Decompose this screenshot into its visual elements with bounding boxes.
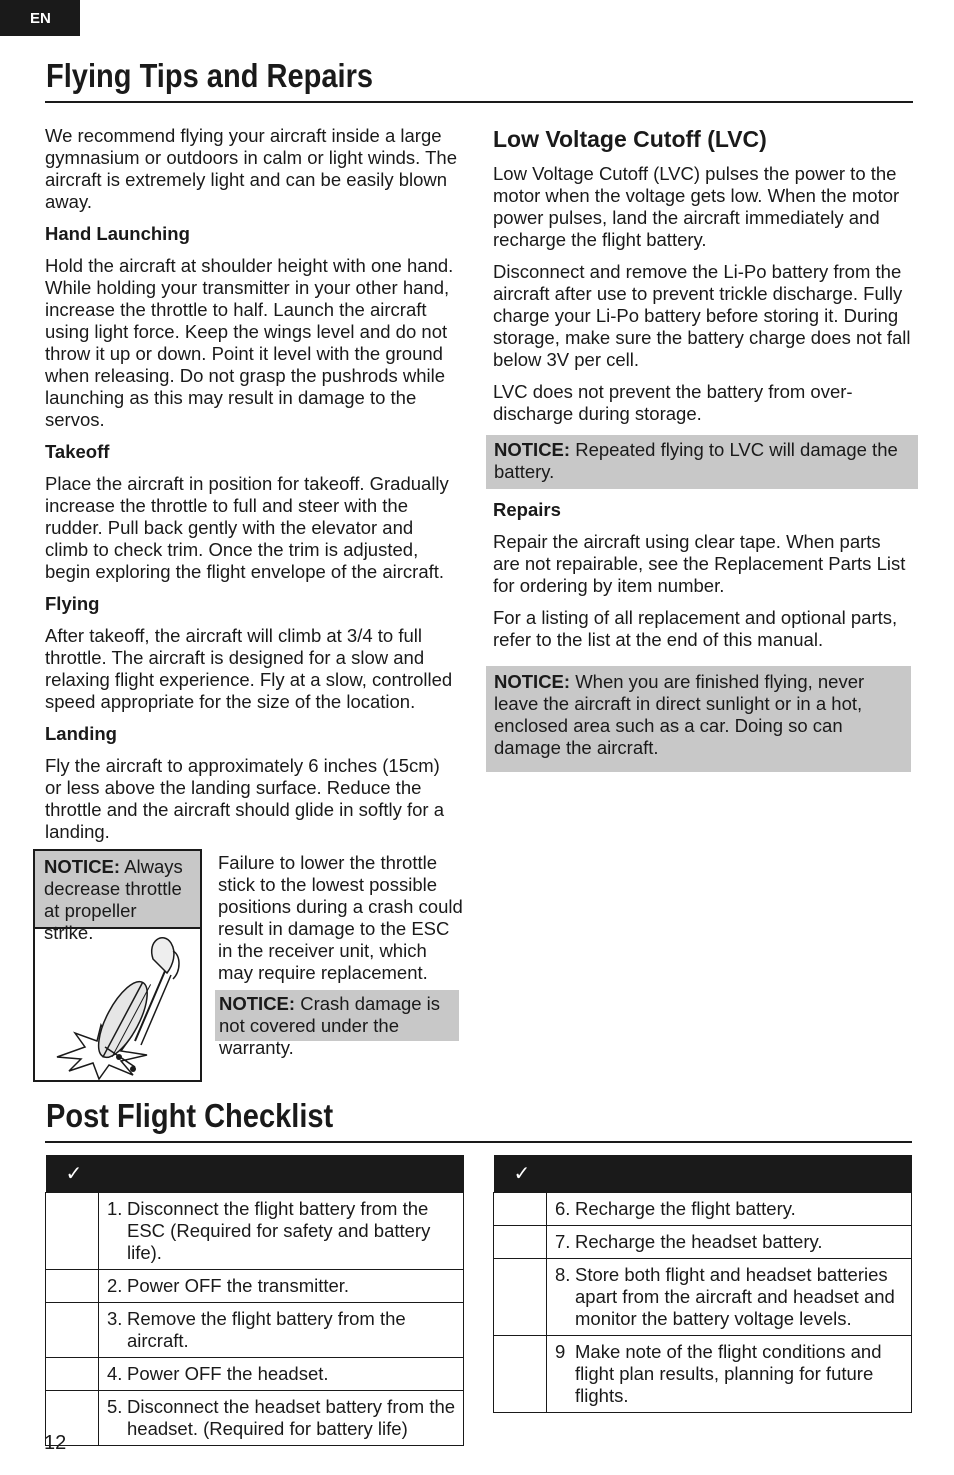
notice-label: NOTICE: xyxy=(44,856,121,877)
crash-text: Failure to lower the throttle stick to the lowest possible positions during a crash could result in damage to the ESC in the receiver unit, which may require replacement. xyxy=(218,852,463,983)
lvc-heading: Low Voltage Cutoff (LVC) xyxy=(493,126,767,152)
notice-text: Always decrease throttle at propeller strike. xyxy=(44,856,183,943)
item-number: 9 xyxy=(555,1341,566,1362)
checkmark-icon: ✓ xyxy=(513,1162,531,1185)
checklist-row xyxy=(46,1303,464,1358)
checkbox-cell[interactable] xyxy=(46,1303,99,1358)
flying-heading: Flying xyxy=(45,593,100,614)
item-text: Disconnect the headset battery from the headset. (Required for battery life) xyxy=(127,1396,456,1439)
title-rule xyxy=(45,1141,912,1143)
section-title-post-flight-checklist: Post Flight Checklist xyxy=(46,1097,334,1134)
item-text: Recharge the flight battery. xyxy=(575,1198,796,1219)
checklist-row xyxy=(46,1270,464,1303)
checklist-row xyxy=(494,1193,912,1226)
repairs-text-1: Repair the aircraft using clear tape. When parts are not repairable, see the Replacement Parts List for ordering by item number. xyxy=(493,531,906,596)
landing-heading: Landing xyxy=(45,723,117,744)
hand-launching-heading: Hand Launching xyxy=(45,223,190,244)
lvc-text-2: Disconnect and remove the Li-Po battery from the aircraft after use to prevent trickle discharge. Fully charge your Li-Po battery before storing it. During storage, make sure the battery charge does not fall below 3V per cell. xyxy=(493,261,911,370)
lvc-notice xyxy=(486,435,918,489)
checkmark-icon: ✓ xyxy=(65,1162,83,1185)
item-number: 7. xyxy=(555,1231,571,1252)
checkbox-cell[interactable] xyxy=(46,1358,99,1391)
lvc-text-3: LVC does not prevent the battery from over-discharge during storage. xyxy=(493,381,853,424)
notice-label: NOTICE: xyxy=(494,671,571,692)
repairs-text-2: For a listing of all replacement and optional parts, refer to the list at the end of this manual. xyxy=(493,607,898,650)
repairs-heading: Repairs xyxy=(493,499,561,520)
checklist-row xyxy=(494,1336,912,1413)
checklist-row xyxy=(46,1193,464,1270)
section-title-flying-tips: Flying Tips and Repairs xyxy=(46,57,374,94)
item-text: Disconnect the flight battery from the ESC (Required for safety and battery life). xyxy=(127,1198,431,1263)
left-column xyxy=(45,125,459,853)
checklist-table-right xyxy=(493,1155,912,1413)
notice-text: Repeated flying to LVC will damage the battery. xyxy=(494,439,898,482)
item-text: Power OFF the transmitter. xyxy=(127,1275,350,1296)
checklist-item xyxy=(99,1391,464,1446)
notice-label: NOTICE: xyxy=(219,993,296,1014)
item-text: Remove the flight battery from the aircraft. xyxy=(127,1308,406,1351)
checklist-item xyxy=(99,1358,464,1391)
checklist-item xyxy=(547,1226,912,1259)
checkbox-cell[interactable] xyxy=(46,1193,99,1270)
checklist-row xyxy=(494,1259,912,1336)
takeoff-text: Place the aircraft in position for takeoff. Gradually increase the throttle to full and steer with the rudder. Pull back gently with the elevator and climb to check trim. Once the trim is adjusted, begin exploring the flight envelope of the aircraft. xyxy=(45,473,449,582)
item-number: 4. xyxy=(107,1363,123,1384)
propeller-strike-box xyxy=(33,849,202,1082)
notice-text: When you are finished flying, never leave the aircraft in direct sunlight or in a hot, enclosed area such as a car. Doing so can damage the aircraft. xyxy=(494,671,865,758)
checklist-item xyxy=(547,1259,912,1336)
item-text: Store both flight and headset batteries apart from the aircraft and headset and monitor the battery voltage levels. xyxy=(575,1264,895,1329)
checklist-row xyxy=(494,1226,912,1259)
item-number: 3. xyxy=(107,1308,123,1329)
checklist-row xyxy=(46,1391,464,1446)
landing-text: Fly the aircraft to approximately 6 inches (15cm) or less above the landing surface. Reduce the throttle and the aircraft should glide in softly for a landing. xyxy=(45,755,444,842)
notice-text: Crash damage is not covered under the warranty. xyxy=(219,993,441,1058)
checklist-item xyxy=(99,1303,464,1358)
checkbox-cell[interactable] xyxy=(494,1193,547,1226)
checklist-item xyxy=(99,1270,464,1303)
flying-text: After takeoff, the aircraft will climb at 3/4 to full throttle. The aircraft is designed for a slow and relaxing flight experience. Fly at a slow, controlled speed appropriate for the size of the location. xyxy=(45,625,453,712)
checklist-header xyxy=(46,1155,464,1193)
takeoff-heading: Takeoff xyxy=(45,441,110,462)
crash-notice xyxy=(215,990,459,1058)
item-number: 2. xyxy=(107,1275,123,1296)
checkbox-cell[interactable] xyxy=(494,1226,547,1259)
checklist-row xyxy=(46,1358,464,1391)
title-rule xyxy=(45,101,913,103)
propeller-strike-notice xyxy=(35,851,200,943)
language-tab: EN xyxy=(0,0,80,36)
notice-label: NOTICE: xyxy=(494,439,571,460)
finished-flying-notice xyxy=(486,666,911,772)
item-text: Power OFF the headset. xyxy=(127,1363,329,1384)
lvc-text-1: Low Voltage Cutoff (LVC) pulses the power to the motor when the voltage gets low. When the motor power pulses, land the aircraft immediately and recharge the flight battery. xyxy=(493,163,900,250)
checklist-item xyxy=(547,1336,912,1413)
checklist-item xyxy=(547,1193,912,1226)
right-column xyxy=(493,124,911,661)
checkbox-cell[interactable] xyxy=(46,1270,99,1303)
crash-paragraph xyxy=(218,852,463,994)
crash-illustration-icon xyxy=(35,929,200,1080)
checkbox-cell[interactable] xyxy=(494,1336,547,1413)
checkbox-cell[interactable] xyxy=(494,1259,547,1336)
item-number: 8. xyxy=(555,1264,571,1285)
hand-launching-text: Hold the aircraft at shoulder height with one hand. While holding your transmitter in your other hand, increase the throttle to half. Launch the aircraft using light force. Keep the wings level and do not throw it up or down. Point it level with the ground when releasing. Do not grasp the pushrods while launching as this may result in damage to the servos. xyxy=(45,255,454,430)
item-number: 1. xyxy=(107,1198,123,1219)
item-number: 5. xyxy=(107,1396,123,1417)
checklist-table-left xyxy=(45,1155,464,1446)
checklist-item xyxy=(99,1193,464,1270)
checklist-header xyxy=(494,1155,912,1193)
item-text: Make note of the flight conditions and flight plan results, planning for future flights. xyxy=(575,1341,882,1406)
intro-paragraph: We recommend flying your aircraft inside a large gymnasium or outdoors in calm or light winds. The aircraft is extremely light and can be easily blown away. xyxy=(45,125,457,212)
item-number: 6. xyxy=(555,1198,571,1219)
page-number: 12 xyxy=(44,1432,67,1454)
item-text: Recharge the headset battery. xyxy=(575,1231,823,1252)
